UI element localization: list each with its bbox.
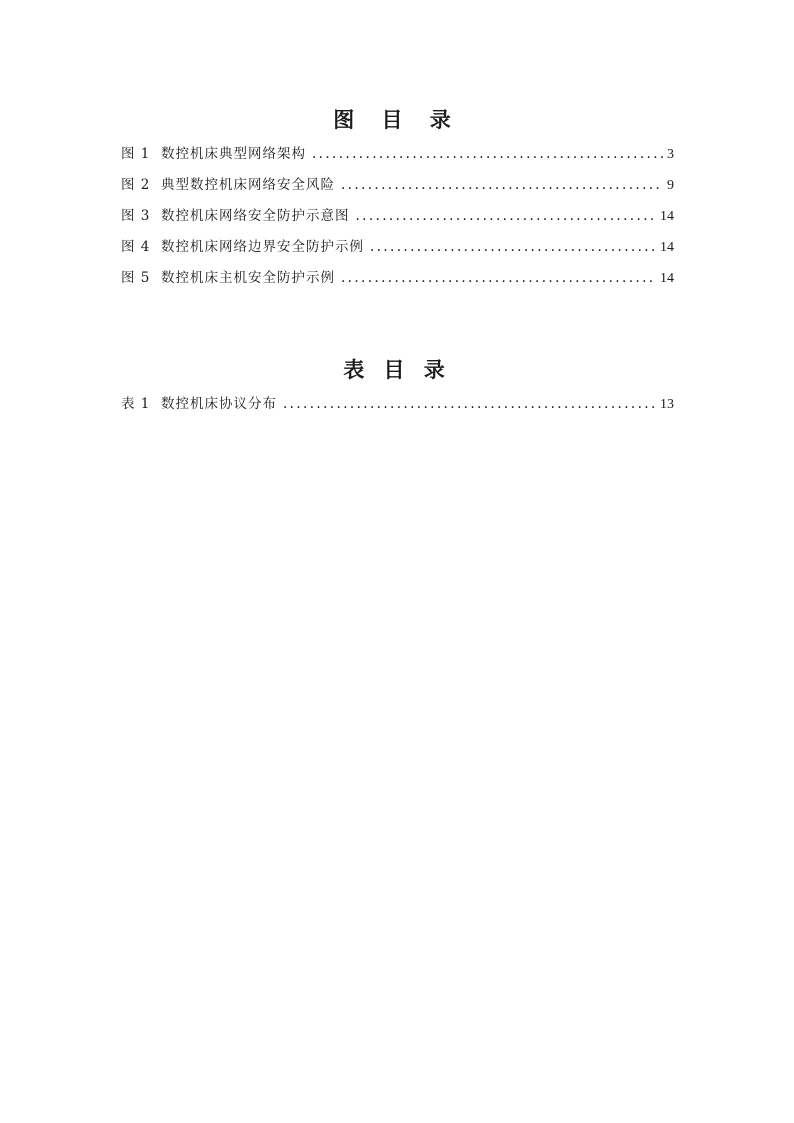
toc-dot-leader	[312, 143, 663, 165]
toc-entry-label: 图 3 数控机床网络安全防护示意图	[121, 208, 350, 224]
table-toc-title: 表 目 录	[343, 358, 451, 382]
figure-toc-entry[interactable]	[121, 205, 674, 236]
toc-entry-label: 图 2 典型数控机床网络安全风险	[121, 177, 335, 193]
toc-dot-leader	[355, 205, 656, 227]
figure-toc-entry[interactable]	[121, 236, 674, 267]
toc-page-number: 14	[660, 271, 674, 286]
toc-page-number: 13	[660, 397, 674, 412]
toc-entry-label: 图 5 数控机床主机安全防护示例	[121, 270, 335, 286]
toc-dot-leader	[341, 174, 663, 196]
figure-toc-title: 图 目 录	[333, 108, 461, 132]
toc-page-number: 14	[660, 240, 674, 255]
toc-entry-label: 图 1 数控机床典型网络架构	[121, 146, 306, 162]
figure-toc-entry[interactable]	[121, 143, 674, 174]
toc-page-number: 9	[667, 178, 674, 193]
toc-entry-label: 表 1 数控机床协议分布	[121, 396, 277, 412]
toc-page-number: 14	[660, 209, 674, 224]
figure-toc-entry[interactable]	[121, 174, 674, 205]
figure-toc-entry[interactable]	[121, 267, 674, 298]
toc-dot-leader	[370, 236, 656, 258]
toc-entry-label: 图 4 数控机床网络边界安全防护示例	[121, 239, 364, 255]
toc-dot-leader	[283, 393, 656, 415]
table-toc-list	[121, 393, 674, 424]
figure-toc-list	[121, 143, 674, 298]
toc-page-number: 3	[667, 147, 674, 162]
toc-dot-leader	[341, 267, 656, 289]
table-toc-entry[interactable]	[121, 393, 674, 424]
